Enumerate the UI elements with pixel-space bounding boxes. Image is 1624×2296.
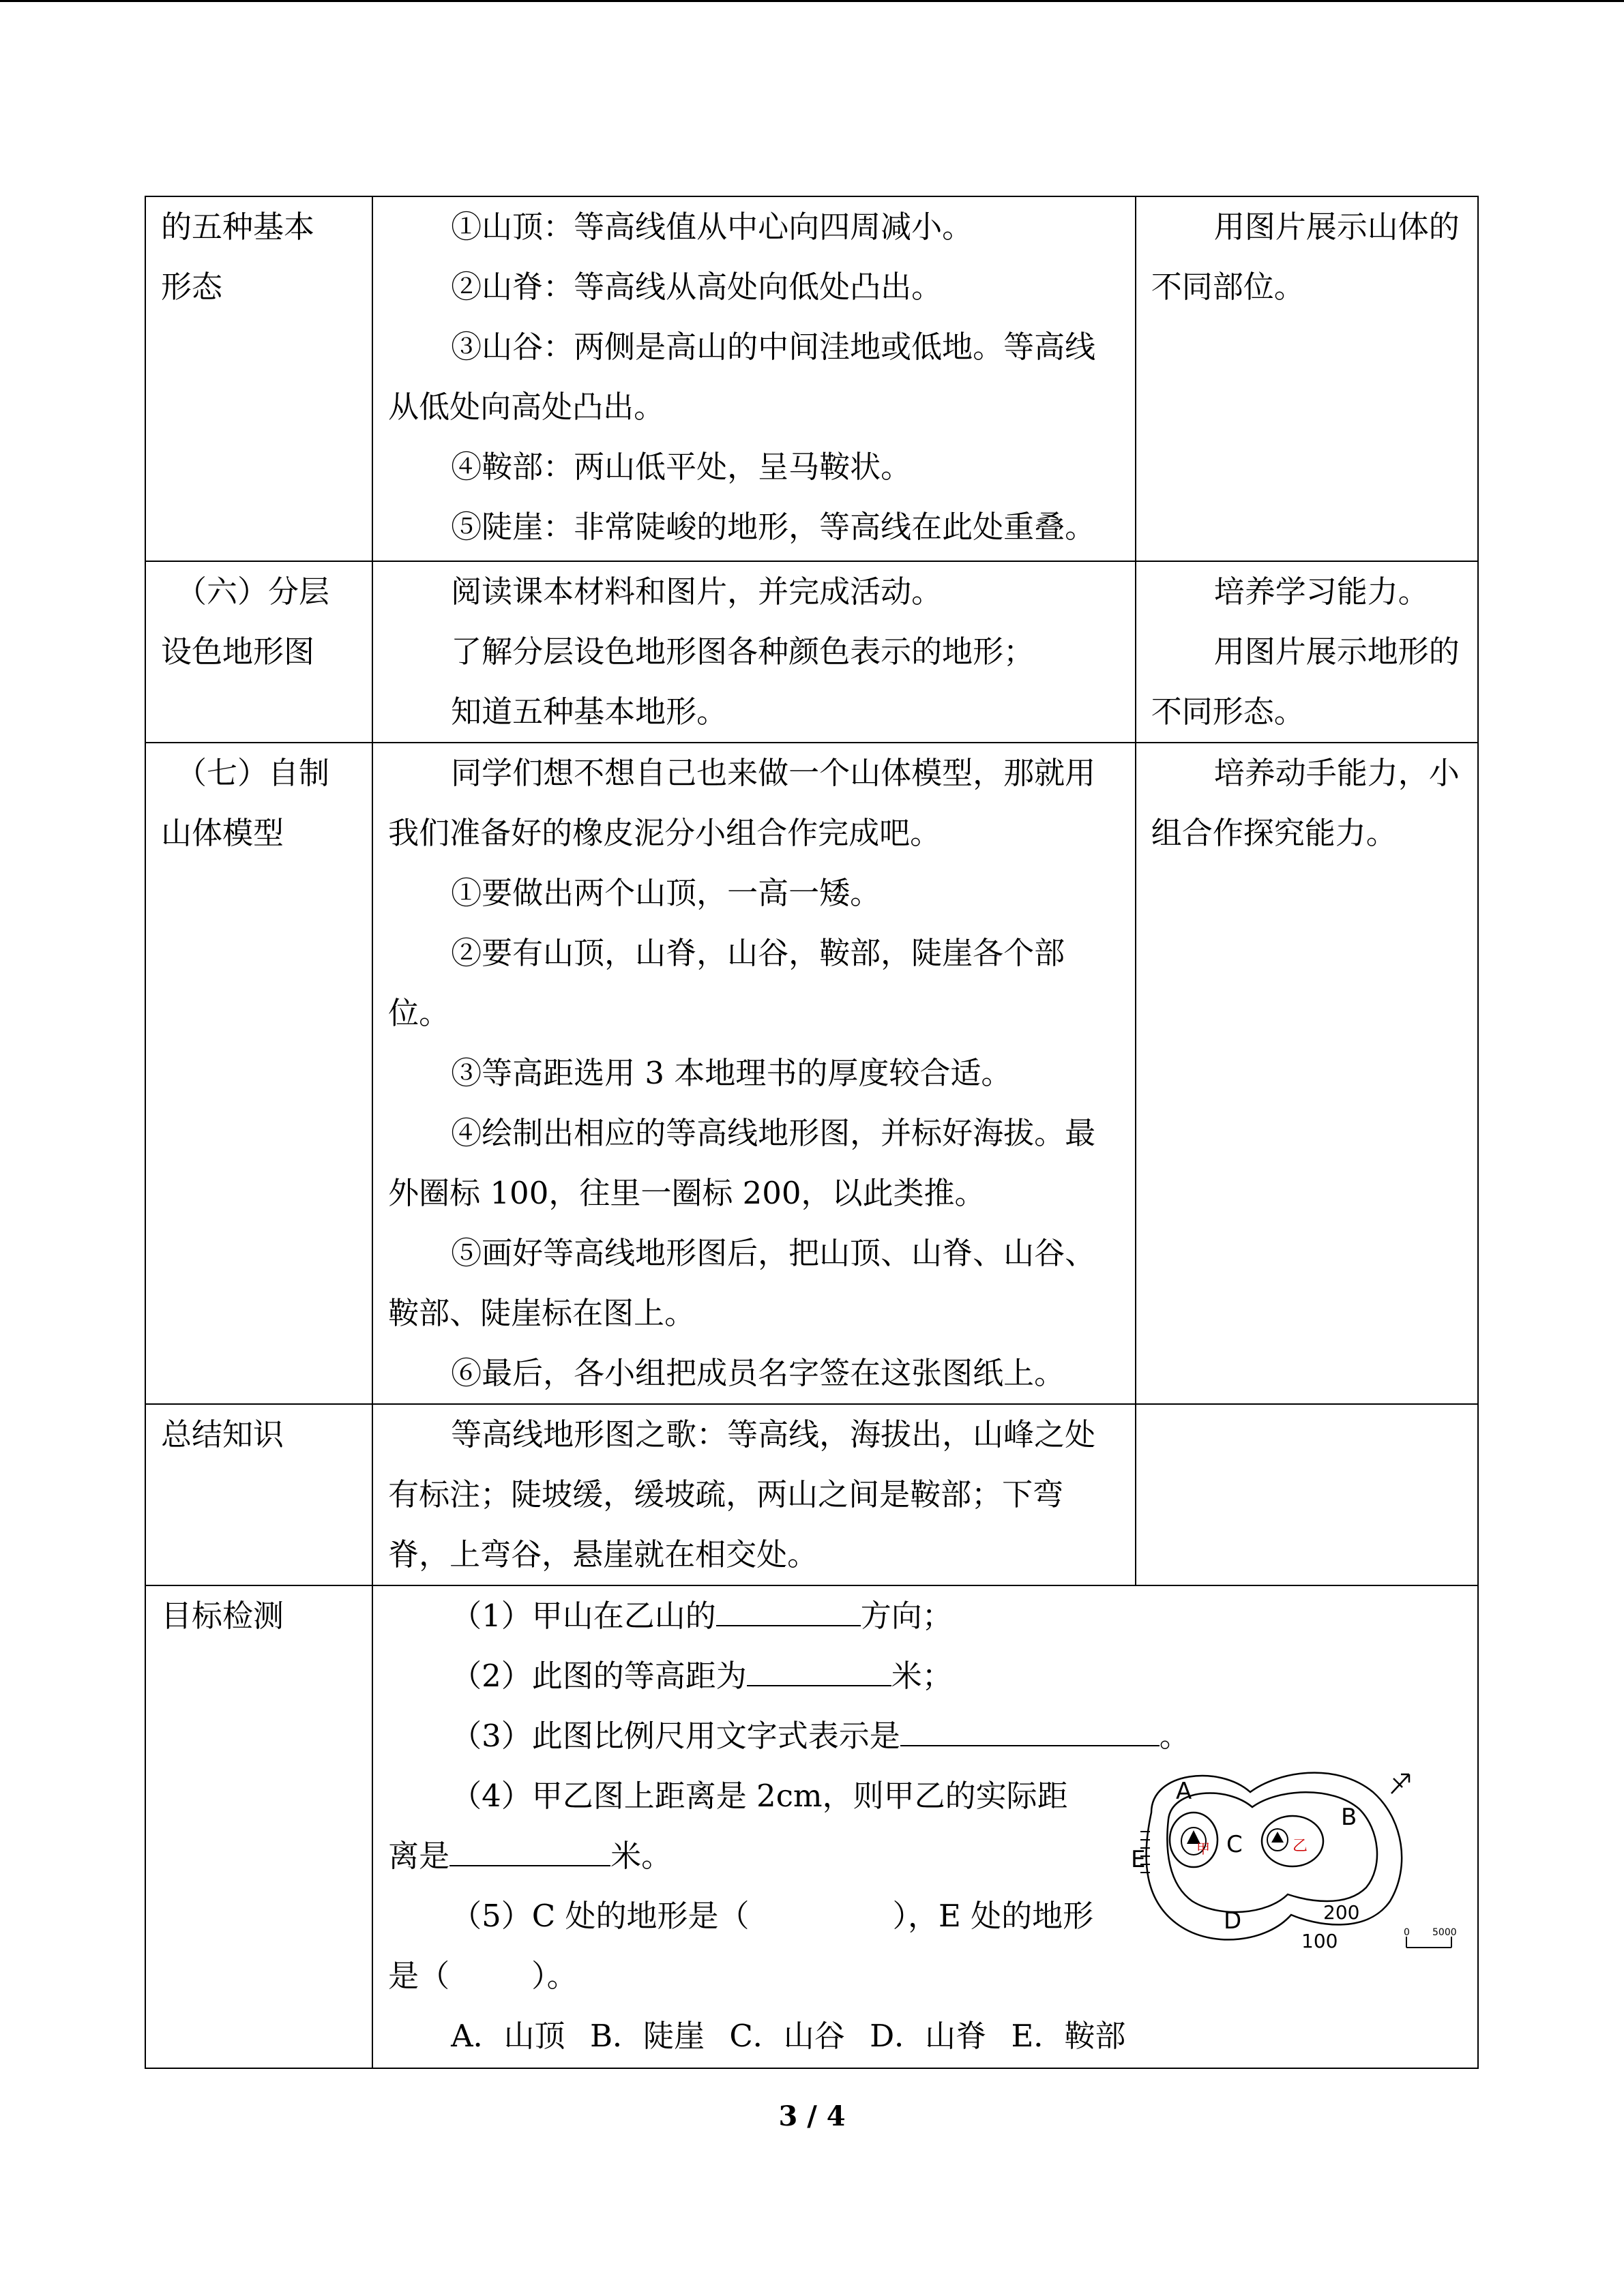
content-line: ③山谷：两侧是高山的中间洼地或低地。等高线从低处向高处凸出。 <box>388 329 1096 425</box>
label-contour-200: 200 <box>1323 1901 1360 1924</box>
option-a: A．山顶 <box>451 2018 565 2054</box>
page-number: 3 / 4 <box>778 2100 846 2132</box>
label-contour-100: 100 <box>1301 1930 1338 1952</box>
north-arrow-icon <box>1391 1774 1409 1793</box>
content-line: 等高线地形图之歌：等高线，海拔出，山峰之处有标注；陡坡缓，缓坡疏，两山之间是鞍部；下弯脊，上弯谷，悬崖就在相交处。 <box>388 1416 1096 1572</box>
content-line: ①要做出两个山顶，一高一矮。 <box>451 875 881 911</box>
scale-zero: 0 <box>1404 1927 1410 1938</box>
content-cell <box>372 1404 1136 1585</box>
question-text: ），E 处的地形 <box>892 1898 1094 1934</box>
stage-line: 总结知识 <box>161 1416 284 1452</box>
stage-line: 设色地形图 <box>161 633 315 670</box>
question-text: （2）此图的等高距为 <box>451 1658 747 1694</box>
table-row <box>145 561 1478 743</box>
answer-blank[interactable] <box>449 1830 610 1866</box>
content-line: ⑤画好等高线地形图后，把山顶、山脊、山谷、鞍部、陡崖标在图上。 <box>388 1235 1096 1331</box>
label-yi: 乙 <box>1293 1838 1308 1855</box>
content-line: 同学们想不想自己也来做一个山体模型，那就用我们准备好的橡皮泥分小组合作完成吧。 <box>388 755 1096 851</box>
question-text: （3）此图比例尺用文字式表示是 <box>451 1718 900 1754</box>
answer-blank[interactable] <box>716 1590 861 1626</box>
question-text: 离是 <box>388 1838 450 1874</box>
label-jia: 甲 <box>1196 1840 1210 1857</box>
purpose-text: 用图片展示山体的不同部位。 <box>1151 209 1460 305</box>
label-e: E <box>1131 1846 1146 1873</box>
top-border-line <box>0 0 1624 2</box>
table-row <box>145 743 1478 1404</box>
purpose-text: 培养动手能力，小组合作探究能力。 <box>1151 755 1460 851</box>
label-c: C <box>1226 1831 1243 1858</box>
label-d: D <box>1224 1907 1242 1935</box>
content-cell <box>372 743 1136 1404</box>
stage-line: （七）自制 <box>176 755 330 791</box>
stage-cell <box>145 196 372 561</box>
stage-cell <box>145 561 372 743</box>
question-text: ）。 <box>531 1958 578 1994</box>
purpose-cell <box>1136 1404 1478 1585</box>
content-line: ④绘制出相应的等高线地形图，并标好海拔。最外圈标 100，往里一圈标 200，以此类推。 <box>388 1115 1096 1211</box>
content-cell <box>372 561 1136 743</box>
label-b: B <box>1341 1804 1357 1831</box>
purpose-cell <box>1136 743 1478 1404</box>
question-2 <box>388 1646 1462 1706</box>
table-row <box>145 196 1478 561</box>
answer-blank[interactable] <box>747 1650 891 1686</box>
purpose-text: 培养学习能力。 <box>1213 573 1429 610</box>
question-text: （5）C 处的地形是（ <box>451 1898 750 1934</box>
question-text: （1）甲山在乙山的 <box>451 1598 716 1634</box>
content-line: ⑥最后，各小组把成员名字签在这张图纸上。 <box>451 1355 1065 1391</box>
content-line: ①山顶：等高线值从中心向四周减小。 <box>451 209 973 245</box>
content-line: ③等高距选用 3 本地理书的厚度较合适。 <box>451 1055 1012 1091</box>
option-e: E．鞍部 <box>1011 2018 1126 2054</box>
question-text: 。 <box>1159 1718 1190 1754</box>
question-text: 米； <box>891 1658 953 1694</box>
stage-line: 的五种基本 <box>161 209 315 245</box>
contour-map <box>1131 1765 1465 1969</box>
scale-label: 5000 <box>1432 1927 1457 1938</box>
question-text: 米。 <box>610 1838 673 1874</box>
stage-line: 形态 <box>161 269 223 305</box>
content-line: ②山脊：等高线从高处向低处凸出。 <box>451 269 943 305</box>
content-line: 阅读课本材料和图片，并完成活动。 <box>451 573 943 610</box>
option-b: B．陡崖 <box>589 2018 705 2054</box>
stage-line: 目标检测 <box>161 1598 284 1634</box>
stage-line: （六）分层 <box>176 573 330 610</box>
scale-bar <box>1406 1937 1451 1948</box>
purpose-text: 用图片展示地形的不同形态。 <box>1151 633 1460 730</box>
question-1 <box>388 1586 1462 1646</box>
content-line: 知道五种基本地形。 <box>451 694 728 730</box>
question-text: （4）甲乙图上距离是 2cm，则甲乙的实际距 <box>451 1778 1068 1814</box>
answer-options <box>388 2006 1462 2066</box>
answer-blank[interactable] <box>900 1710 1160 1746</box>
purpose-cell <box>1136 196 1478 561</box>
option-d: D．山脊 <box>870 2018 987 2054</box>
label-a: A <box>1176 1778 1192 1805</box>
stage-cell <box>145 1404 372 1585</box>
stage-cell <box>145 743 372 1404</box>
stage-line: 山体模型 <box>161 815 284 851</box>
content-line: 了解分层设色地形图各种颜色表示的地形； <box>451 633 1035 670</box>
purpose-cell <box>1136 561 1478 743</box>
content-cell <box>372 196 1136 561</box>
question-3 <box>388 1706 1462 1766</box>
option-c: C．山谷 <box>729 2018 845 2054</box>
content-line: ②要有山顶，山脊，山谷，鞍部，陡崖各个部位。 <box>388 935 1065 1031</box>
table-row <box>145 1404 1478 1585</box>
stage-cell <box>145 1585 372 2068</box>
question-text: 方向； <box>860 1598 953 1634</box>
peak-marker-yi <box>1271 1832 1284 1843</box>
content-line: ④鞍部：两山低平处，呈马鞍状。 <box>451 449 912 485</box>
question-text: 是（ <box>388 1958 450 1994</box>
content-line: ⑤陡崖：非常陡峻的地形，等高线在此处重叠。 <box>451 509 1096 545</box>
